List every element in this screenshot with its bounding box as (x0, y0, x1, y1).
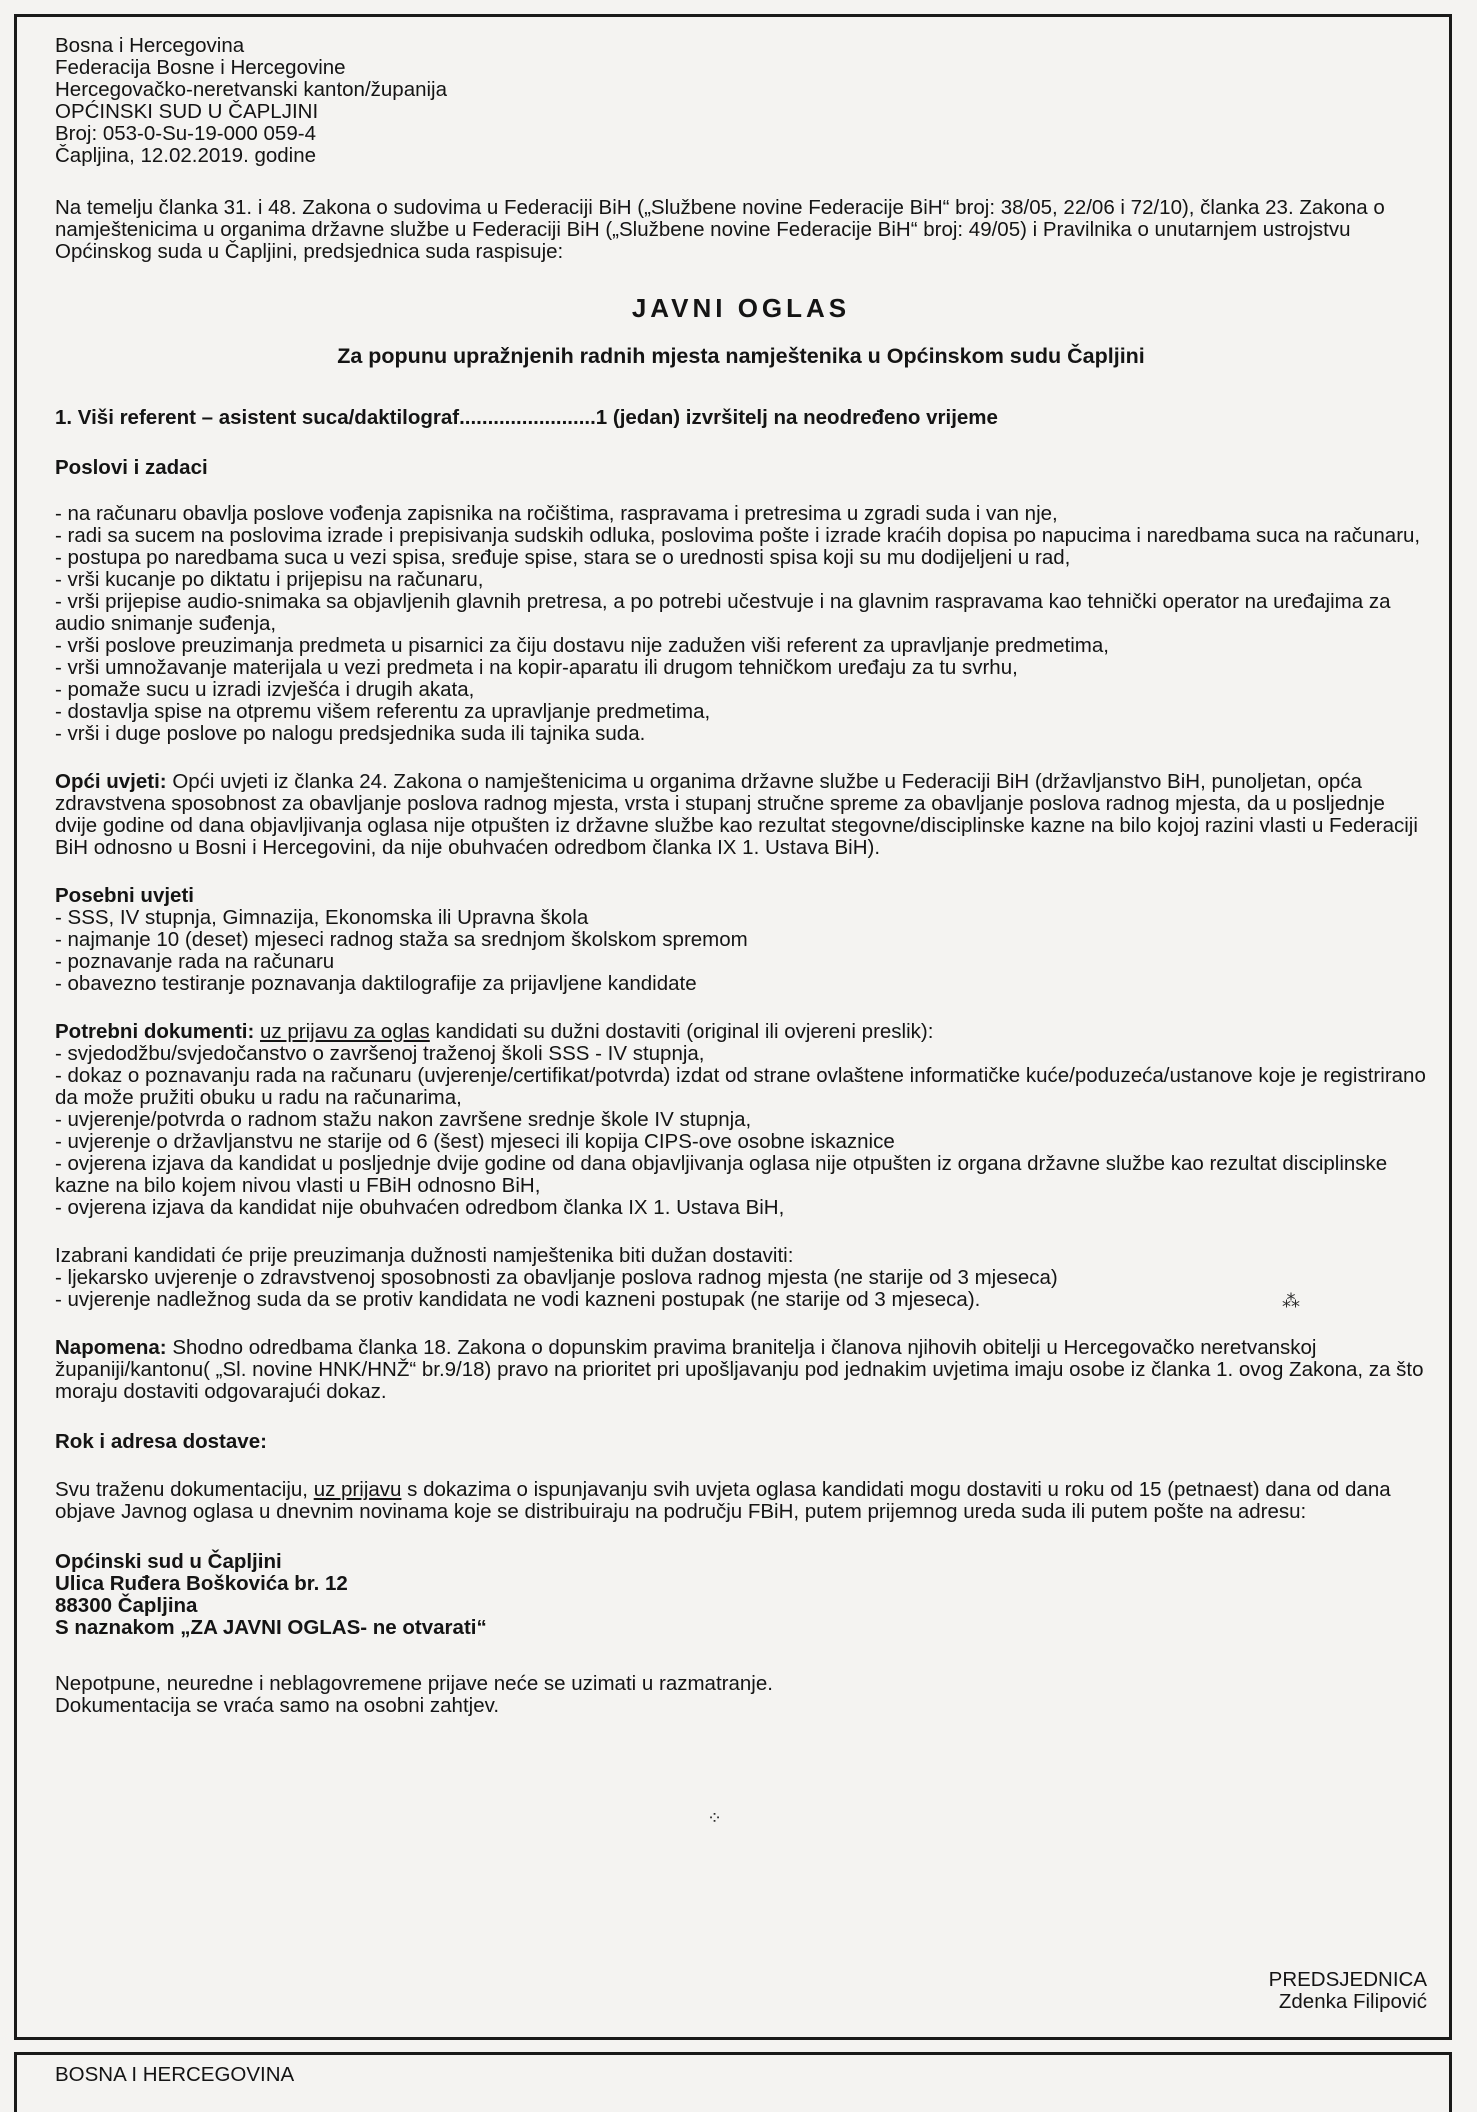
header-line: Hercegovačko-neretvanski kanton/županija (55, 78, 448, 101)
note-paragraph (55, 1337, 1427, 1403)
notice-frame (14, 14, 1452, 2040)
header-line: OPĆINSKI SUD U ČAPLJINI (55, 100, 319, 123)
address-line: 88300 Čapljina (55, 1594, 198, 1617)
general-conditions (55, 771, 1427, 859)
general-text: Opći uvjeti iz članka 24. Zakona o namještenicima u organima državne službe u Federaciji BiH (državljanstvo BiH, punoljetan, opća zdravstvena sposobnost za obavljanje poslova radnog mjesta, vrsta i stupanj stručne spreme za obavljanje poslova radnog mjesta, da u posljednje dvije godine od dana objavljivanja oglasa nije otpušten iz državne službe kao rezultat stegovne/disciplinske kazne na bilo kojoj razini vlasti u Federaciji BiH odnosno u Bosni i Hercegovini, da nije obuhvaćen odredbom članka IX 1. Ustava BiH). (55, 770, 1418, 859)
required-documents (55, 1021, 1427, 1219)
list-item: - obavezno testiranje poznavanja daktilografije za prijavljene kandidate (55, 972, 697, 995)
position-heading: 1. Viši referent – asistent suca/daktilograf........................1 (jedan) izvršitelj na neodređeno vrijeme (55, 406, 998, 429)
list-item: - ovjerena izjava da kandidat u posljednje dvije godine od dana objavljivanja oglasa nije otpušten iz organa državne službe kao rezultat disciplinske kazne na bilo kojem nivou vlasti u FBiH odnosno BiH, (55, 1152, 1388, 1197)
list-item: - vrši poslove preuzimanja predmeta u pisarnici za čiju dostavu nije zadužen viši referent za upravljanje predmetima, (55, 634, 1109, 657)
closing-line: Nepotpune, neuredne i neblagovremene prijave neće se uzimati u razmatranje. (55, 1672, 773, 1695)
tasks-heading: Poslovi i zadaci (55, 456, 208, 479)
list-item: - najmanje 10 (deset) mjeseci radnog staža sa srednjom školskom spremom (55, 928, 748, 951)
list-item: - na računaru obavlja poslove vođenja zapisnika na ročištima, raspravama i pretresima u zgradi suda i van nje, (55, 502, 1058, 525)
list-item: - uvjerenje/potvrda o radnom stažu nakon završene srednje škole IV stupnja, (55, 1108, 752, 1131)
note-label: Napomena: (55, 1336, 167, 1359)
deadline-heading: Rok i adresa dostave: (55, 1430, 267, 1453)
list-item: - dokaz o poznavanju rada na računaru (uvjerenje/certifikat/potvrda) izdat od strane ovlaštene informatičke kuće/poduzeća/ustanove koje je registrirano da može pružiti obuku u radu na računarima, (55, 1064, 1426, 1109)
intro-paragraph: Na temelju članka 31. i 48. Zakona o sudovima u Federaciji BiH („Službene novine Federacije BiH“ broj: 38/05, 22/06 i 72/10), članka 23. Zakona o namještenicima u organima državne službe u Federaciji BiH („Službene novine Federacije BiH“ broj: 49/05) i Pravilnika o unutarnjem ustrojstvu Općinskog suda u Čapljini, predsjednica suda raspisuje: (55, 196, 1385, 263)
address-line: Općinski sud u Čapljini (55, 1550, 282, 1573)
list-item: - ovjerena izjava da kandidat nije obuhvaćen odredbom članka IX 1. Ustava BiH, (55, 1196, 785, 1219)
documents-rest: kandidati su dužni dostaviti (original ili ovjereni preslik): (429, 1020, 934, 1043)
notice-subtitle: Za popunu upražnjenih radnih mjesta namještenika u Općinskom sudu Čapljini (337, 344, 1145, 368)
list-item: - vrši kucanje po diktatu i prijepisu na računaru, (55, 568, 484, 591)
deadline-underlined: uz prijavu (313, 1478, 402, 1501)
documents-underlined: uz prijavu za oglas (260, 1020, 430, 1043)
list-item: - vrši i duge poslove po nalogu predsjednika suda ili tajnika suda. (55, 722, 646, 745)
deadline-paragraph (55, 1479, 1427, 1523)
general-label: Opći uvjeti: (55, 770, 167, 793)
header-line: Broj: 053-0-Su-19-000 059-4 (55, 122, 316, 145)
address-line: Ulica Ruđera Boškovića br. 12 (55, 1572, 348, 1595)
selected-candidates (55, 1245, 1427, 1311)
list-item: - SSS, IV stupnja, Gimnazija, Ekonomska ili Upravna škola (55, 906, 589, 929)
closing-line: Dokumentacija se vraća samo na osobni zahtjev. (55, 1694, 500, 1717)
print-speck: ⁂ (1282, 1291, 1300, 1311)
signature-name: Zdenka Filipović (1278, 1990, 1427, 2013)
notice-title: JAVNI OGLAS (631, 293, 851, 323)
court-header (55, 35, 1427, 167)
closing-paragraph (55, 1673, 1427, 1717)
list-item: - uvjerenje nadležnog suda da se protiv kandidata ne vodi kazneni postupak (ne starije od 3 mjeseca). (55, 1288, 981, 1311)
header-line: Bosna i Hercegovina (55, 34, 245, 57)
list-item: - dostavlja spise na otpremu višem referentu za upravljanje predmetima, (55, 700, 711, 723)
special-heading: Posebni uvjeti (55, 884, 194, 907)
note-text: Shodno odredbama članka 18. Zakona o dopunskim pravima branitelja i članova njihovih obitelji u Hercegovačko neretvanskoj županiji/kantonu( „Sl. novine HNK/HNŽ“ br.9/18) pravo na prioritet pri upošljavanju pod jednakim uvjetima imaju osobe iz članka 1. ovog Zakona, za što moraju dostaviti odgovarajući dokaz. (55, 1336, 1424, 1403)
list-item: - poznavanje rada na računaru (55, 950, 335, 973)
delivery-address (55, 1551, 1427, 1639)
documents-label: Potrebni dokumenti: (55, 1020, 255, 1043)
list-item: - uvjerenje o državljanstvu ne starije od 6 (šest) mjeseci ili kopija CIPS-ove osobne iskaznice (55, 1130, 895, 1153)
deadline-before: Svu traženu dokumentaciju, (55, 1478, 314, 1501)
documents-intro (55, 1021, 1427, 1043)
selected-intro: Izabrani kandidati će prije preuzimanja dužnosti namještenika biti dužan dostaviti: (55, 1244, 794, 1267)
header-line: Federacija Bosne i Hercegovine (55, 56, 346, 79)
header-line: Čapljina, 12.02.2019. godine (55, 144, 317, 167)
signature-title: PREDSJEDNICA (1268, 1968, 1427, 1991)
list-item: - svjedodžbu/svjedočanstvo o završenoj traženoj školi SSS - IV stupnja, (55, 1042, 705, 1065)
deadline-after: s dokazima o ispunjavanju svih uvjeta oglasa kandidati mogu dostaviti u roku od 15 (petnaest) dana od dana objave Javnog oglasa u dnevnim novinama koje se distribuiraju na području FBiH, putem prijemnog ureda suda ili putem pošte na adresu: (55, 1478, 1391, 1523)
signature-block (1269, 1969, 1427, 2013)
list-item: - pomaže sucu u izradi izvješća i drugih akata, (55, 678, 475, 701)
next-notice-header: BOSNA I HERCEGOVINA (55, 2063, 295, 2086)
special-conditions (55, 885, 1427, 995)
list-item: - postupa po naredbama suca u vezi spisa, sređuje spise, stara se o urednosti spisa koji su mu dodijeljeni u rad, (55, 546, 1071, 569)
tasks-list (55, 503, 1427, 745)
list-item: - vrši umnožavanje materijala u vezi predmeta i na kopir-aparatu ili drugom tehničkom uređaju za tu svrhu, (55, 656, 1018, 679)
list-item: - radi sa sucem na poslovima izrade i prepisivanja sudskih odluka, poslovima pošte i izrade kraćih dopisa po napucima i naredbama suca na računaru, (55, 524, 1421, 547)
print-speck: ⁘ (707, 1808, 723, 1828)
list-item: - vrši prijepise audio-snimaka sa objavljenih glavnih pretresa, a po potrebi učestvuje i na glavnim raspravama kao tehnički operator na uređajima za audio snimanje suđenja, (55, 590, 1391, 635)
next-notice-frame (14, 2052, 1452, 2112)
list-item: - ljekarsko uvjerenje o zdravstvenoj sposobnosti za obavljanje poslova radnog mjesta (ne starije od 3 mjeseca) (55, 1266, 1058, 1289)
address-line: S naznakom „ZA JAVNI OGLAS- ne otvarati“ (55, 1616, 487, 1639)
